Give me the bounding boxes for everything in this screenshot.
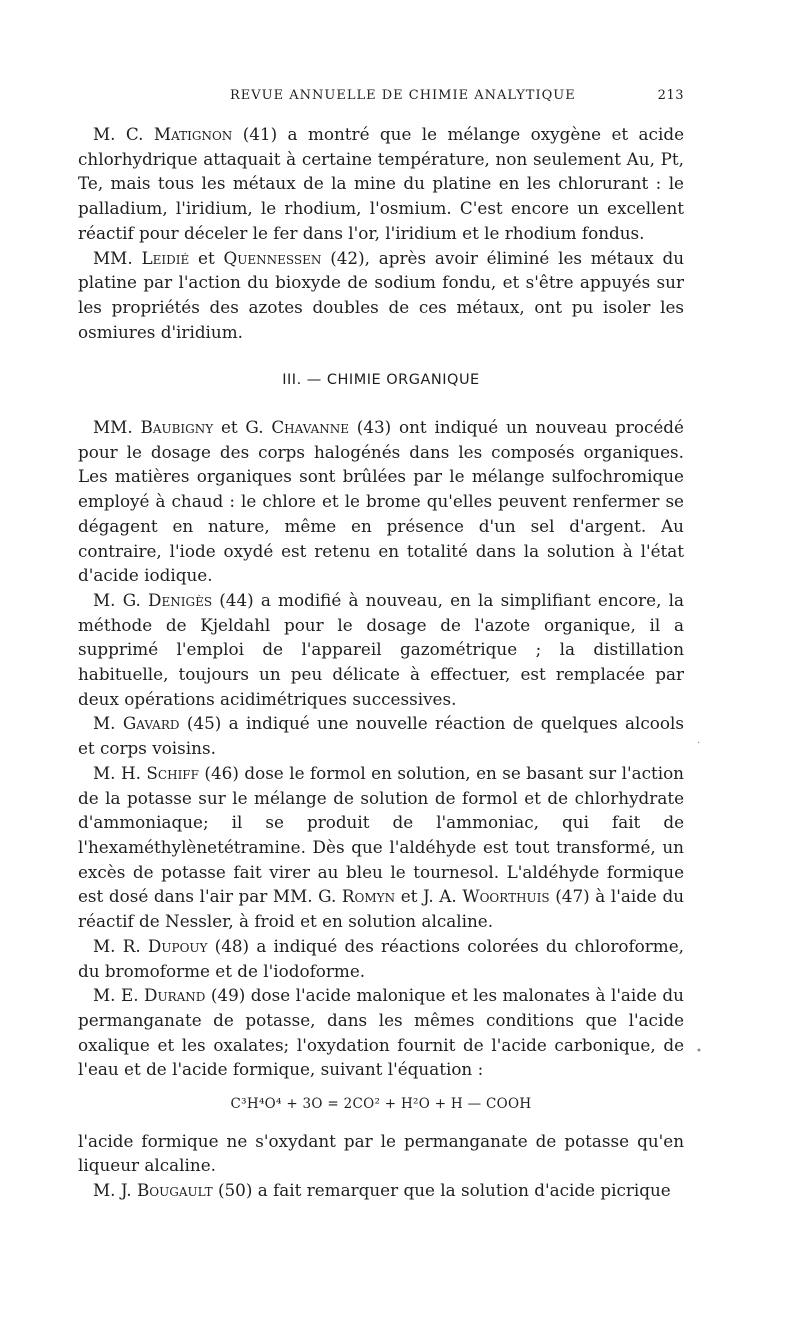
author-prefix: MM. xyxy=(93,247,142,268)
paragraph-text: (41) a montré que le mélange oxygène et acide chlorhydrique attaquait à certaine température, non seulement Au, Pt, Te, mais tous les métaux de la mine du platine en les chlorurant : le palladium, l'iridium, le rhodium, l'osmium. C'est encore un excellent réactif pour déceler le fer dans l'or, l'iridium et le rhodium fondus. xyxy=(78,124,684,243)
author-name: Woorthuis xyxy=(462,886,550,907)
paragraph-text: (43) ont indiqué un nouveau procédé pour le dosage des corps halogénés dans les composés organiques. Les matières organiques sont brûlées par le mélange sulfochromique employé à chaud : le chlore et le brome qu'elles peuvent renfermer se dégagent en nature, même en présence d'un sel d'argent. Au contraire, l'iode oxydé est retenu en totalité dans la solution à l'état d'acide iodique. xyxy=(78,417,684,586)
section-heading: III. — CHIMIE ORGANIQUE xyxy=(282,372,480,389)
paragraph-dupouy xyxy=(78,934,684,983)
margin-speck: • xyxy=(696,1046,702,1057)
running-title: REVUE ANNUELLE DE CHIMIE ANALYTIQUE xyxy=(230,88,576,103)
author-prefix: M. J. xyxy=(93,1180,137,1201)
author-connector: et xyxy=(189,247,224,268)
paragraph-text: (46) dose le formol en solution, en se basant sur l'action de la potasse sur le mélange de solution de formol et de chlorhydrate d'ammoniaque; il se produit de l'ammoniac, qui fait de l'hexaméthylènetétramine. Dès que l'aldéhyde est tout transformé, un excès de potasse fait virer au bleu le tournesol. L'aldéhyde formique est dosé dans l'air par MM. G. xyxy=(78,762,684,907)
chemical-equation: C³H⁴O⁴ + 3O = 2CO² + H²O + H — COOH xyxy=(230,1096,532,1113)
author-name: Chavanne xyxy=(271,417,349,438)
author-prefix: M. H. xyxy=(93,762,147,783)
author-prefix: MM. xyxy=(93,417,141,438)
paragraph-text: (44) a modifié à nouveau, en la simplifiant encore, la méthode de Kjeldahl pour le dosage de l'azote organique, il a supprimé l'emploi de l'appareil gazométrique ; la distillation habituelle, toujours un peu délicate à effectuer, est remplacée par deux opérations acidimétriques successives. xyxy=(78,589,684,709)
paragraph-gavard xyxy=(78,711,684,760)
author-connector: et J. A. xyxy=(395,886,463,907)
paragraph-text: (42), après avoir éliminé les métaux du platine par l'action du bioxyde de sodium fondu, et s'être appuyés sur les propriétés des azotes doubles de ces métaux, ont pu isoler les osmiures d'iridium. xyxy=(78,247,684,342)
paragraph-deniges xyxy=(78,588,684,712)
paragraph-matignon xyxy=(78,122,684,246)
paragraph-durand xyxy=(78,983,684,1082)
page-number: 213 xyxy=(657,88,684,103)
author-name: Leidié xyxy=(141,247,190,268)
running-head xyxy=(78,84,684,108)
author-name: Bougault xyxy=(136,1180,213,1201)
paragraph-baubigny xyxy=(78,415,684,588)
author-name: Gavard xyxy=(122,713,180,734)
author-prefix: M. C. xyxy=(93,124,154,144)
author-name: Durand xyxy=(144,985,206,1006)
paragraph-text: (48) a indiqué des réactions colorées du chloroforme, du bromoforme et de l'iodoforme. xyxy=(78,935,684,981)
author-prefix: M. xyxy=(93,713,123,734)
paragraph-bougault xyxy=(78,1178,684,1203)
paragraph-text: (50) a fait remarquer que la solution d'acide picrique xyxy=(212,1180,671,1201)
author-name: Schiff xyxy=(146,762,199,783)
author-name: Denigès xyxy=(148,589,213,610)
paragraph-text: (49) dose l'acide malonique et les malonates à l'aide du permanganate de potasse, dans les mêmes conditions que l'acide oxalique et les oxalates; l'oxydation fournit de l'acide carbonique, de l'eau et de l'acide formique, suivant l'équation : xyxy=(78,985,684,1080)
margin-speck: · xyxy=(697,738,701,749)
author-prefix: M. R. xyxy=(93,935,148,956)
author-name: Romyn xyxy=(341,886,396,907)
author-name: Matignon xyxy=(153,124,233,144)
body-text xyxy=(78,122,684,1203)
paragraph-text: l'acide formique ne s'oxydant par le permanganate de potasse qu'en liqueur alcaline. xyxy=(78,1130,684,1176)
page-content xyxy=(78,84,684,1203)
author-name: Quennessen xyxy=(223,247,322,268)
author-prefix: M. G. xyxy=(93,589,149,610)
author-connector: et G. xyxy=(213,417,272,438)
author-name: Baubigny xyxy=(140,417,214,438)
paragraph-text: (47) à l'aide du réactif de Nessler, à froid et en solution alcaline. xyxy=(78,886,685,932)
paragraph-schiff xyxy=(78,761,684,934)
author-prefix: M. E. xyxy=(93,985,145,1006)
paragraph-leidie xyxy=(78,246,684,345)
paragraph-text: (45) a indiqué une nouvelle réaction de quelques alcools et corps voisins. xyxy=(78,713,684,759)
paragraph-continuation xyxy=(78,1129,684,1178)
author-name: Dupouy xyxy=(147,935,208,956)
